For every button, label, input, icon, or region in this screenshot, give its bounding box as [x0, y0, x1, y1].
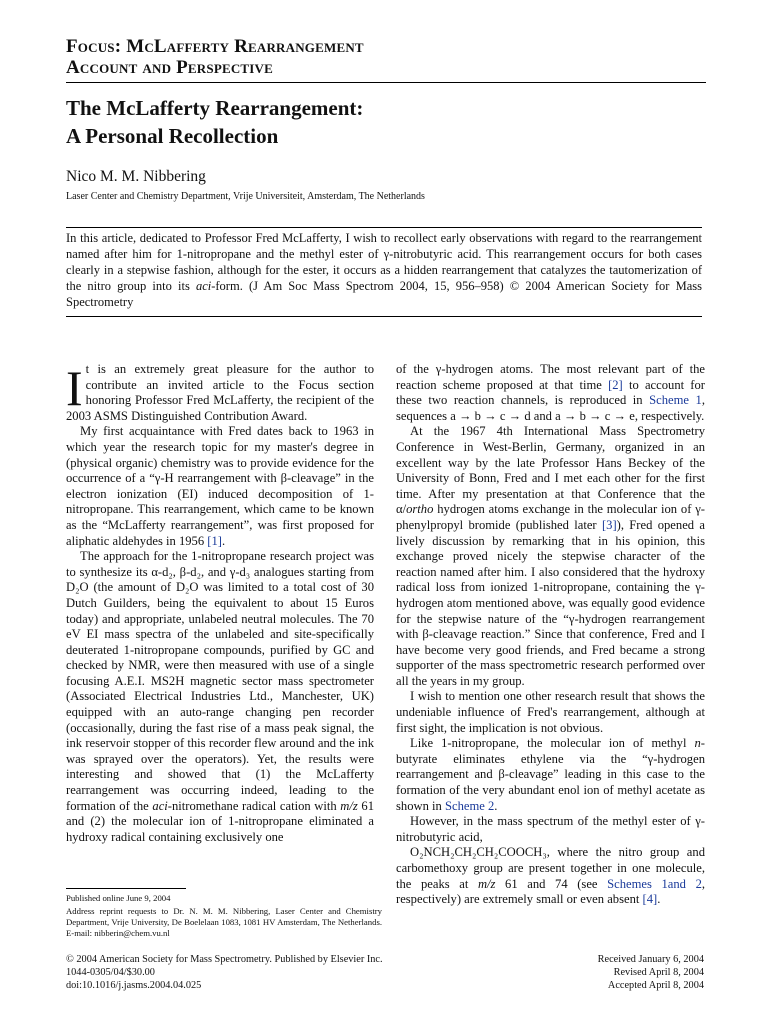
- paragraph-7-text-a: Like 1-nitropropane, the molecular ion of methyl: [410, 736, 695, 751]
- footer-accepted: Accepted April 8, 2004: [607, 980, 704, 991]
- footer-right: [598, 953, 704, 992]
- paragraph-5: [396, 424, 705, 689]
- footer-issn: 1044-0305/04/$30.00: [66, 967, 155, 978]
- author-affiliation: Laser Center and Chemistry Department, Vrije Universiteit, Amsterdam, The Netherlands: [66, 191, 425, 202]
- body-column-left: [66, 362, 374, 845]
- abstract-text-b: -form. (J Am Soc Mass Spectrom 2004, 15, 956–958) © 2004 American Society for Mass Spectrometry: [66, 279, 702, 309]
- paragraph-9-text-a: O₂NCH₂CH₂CH₂COOCH₃, where the nitro group and carbomethoxy group are present together in one molecule, the peaks at: [396, 845, 705, 891]
- scheme-1-link[interactable]: Scheme 1: [649, 393, 702, 408]
- footnote-published: Published online June 9, 2004: [66, 893, 171, 903]
- abstract-aci: aci: [195, 279, 212, 293]
- title-line2: A Personal Recollection: [66, 124, 279, 148]
- article-title: [66, 94, 363, 150]
- paragraph-5-text-b: hydrogen atoms exchange in the molecular ion of γ-phenylpropyl bromide (published later: [396, 502, 705, 532]
- footnote: [66, 893, 382, 941]
- paragraph-1-text: t is an extremely great pleasure for the author to contribute an invited article to the Focus section honoring Professor Fred McLafferty, the recipient of the 2003 ASMS Distinguished Contribution Award.: [66, 362, 374, 423]
- paragraph-4-text-c: , sequences a → b → c → d and a → b → c → e, respectively.: [396, 393, 705, 423]
- scheme-2-link[interactable]: Scheme 2: [444, 798, 495, 813]
- section-header-line1: Focus: McLafferty Rearrangement: [66, 36, 364, 57]
- reference-link-3[interactable]: [3]: [601, 517, 617, 532]
- footer-revised: Revised April 8, 2004: [613, 967, 704, 978]
- paragraph-5-ortho: ortho: [406, 502, 434, 517]
- paragraph-7: [396, 736, 705, 814]
- footnote-divider: [66, 888, 186, 889]
- section-header: [66, 36, 364, 78]
- reference-link-4[interactable]: [4]: [642, 892, 658, 907]
- paragraph-2: [66, 424, 374, 549]
- abstract-bottom-divider: [66, 316, 702, 317]
- paragraph-1: [66, 362, 374, 424]
- paragraph-3-text-b: -nitromethane radical cation with: [167, 798, 341, 813]
- paragraph-3: [66, 549, 374, 845]
- paragraph-4-text-a: of the γ-hydrogen atoms. The most relevant part of the reaction scheme proposed at that time: [396, 362, 705, 392]
- paragraph-4-text-b: to account for these two reaction channels, is reproduced in: [396, 377, 705, 408]
- footnote-address: Address reprint requests to Dr. N. M. M. Nibbering, Laser Center and Chemistry Department, Vrije University, De Boelelaan 1083, 1081 HV Amsterdam, The Netherlands. E-mail: nibberin@chem.vu.nl: [66, 906, 382, 938]
- paragraph-2-end: .: [221, 533, 226, 548]
- body-column-right: [396, 362, 705, 908]
- footer-received: Received January 6, 2004: [597, 954, 704, 965]
- paragraph-8: However, in the mass spectrum of the methyl ester of γ-nitrobutyric acid,: [396, 814, 705, 844]
- paragraph-7-end: .: [494, 798, 498, 813]
- paragraph-3-mz: m/z: [340, 798, 358, 813]
- schemes-link[interactable]: Schemes 1: [607, 876, 668, 891]
- paragraph-5-text-c: ), Fred opened a lively discussion by remarking that in his opinion, this exchange proved nicely the stepwise character of the reaction named after him. I also considered that the hydroxy radical loss from ionized 1-nitropropane, containing the γ-hydrogen atom mentioned above, was equally good evidence for the stepwise nature of the “γ-hydrogen rearrangement with β-cleavage reaction.” Since that conference, Fred and I have become very good friends, and Fred became a strong supporter of the mass spectrometric research performed over all the years in my group.: [396, 517, 705, 688]
- scheme-2b-link[interactable]: 2: [695, 876, 702, 891]
- drop-cap: I: [66, 360, 83, 416]
- author-name: Nico M. M. Nibbering: [66, 168, 206, 185]
- reference-link-1[interactable]: [1]: [207, 533, 222, 548]
- paragraph-4: [396, 362, 705, 424]
- abstract: [66, 227, 702, 310]
- paragraph-6: I wish to mention one other research result that shows the undeniable influence of Fred's rearrangement, although at first sight, the implication is not obvious.: [396, 689, 705, 735]
- paragraph-9-text-c: , respectively) are extremely small or even absent: [396, 876, 706, 907]
- paragraph-3-text-c: 61 and (2) the molecular ion of 1-nitropropane eliminated a hydroxy radical containing exclusively one: [66, 798, 375, 844]
- paragraph-7-n: n: [694, 736, 701, 751]
- paragraph-9: [396, 845, 705, 907]
- paragraph-3-text-a: The approach for the 1-nitropropane research project was to synthesize its α-d₂, β-d₂, and γ-d₃ analogues starting from D₂O (the amount of D₂O was limited to a total cost of 30 Dutch Guilders, being the equivalent to about 15 Euros today) and appropriate, unlabeled neutral molecules. The 70 eV EI mass spectra of the unlabeled and site-specifically deuterated 1-nitropropane compounds, purified by GC and checked by NMR, were then measured with use of a single focusing A.E.I. MS2H magnetic sector mass spectrometer (Associated Electrical Industries Ltd., Manchester, UK) equipped with an auto-range changing pen recorder (occasionally, during the fast rise of a mass peak signal, the ink reservoir stopper of this recorder flew around and the ink was sprayed over the operators). Yet, the results were interesting and showed that (1) the McLafferty rearrangement was occurring indeed, leading to the formation of the: [66, 549, 374, 813]
- footer-doi: doi:10.1016/j.jasms.2004.04.025: [66, 980, 202, 991]
- paragraph-2-text: My first acquaintance with Fred dates back to 1963 in which year the research topic for my master's degree in (physical organic) chemistry was to provide evidence for the occurrence of a “γ-H rearrangement with β-cleavage” in the electron ionization (EI) induced decomposition of 1-nitropropane. This rearrangement, which came to be known as the “McLafferty rearrangement”, was first proposed for aliphatic aldehydes in 1956: [66, 424, 374, 548]
- paragraph-7-text-b: -butyrate eliminates ethylene via the “γ-hydrogen rearrangement and β-cleavage” leading in this case to the formation of the very abundant enol ion of methyl acetate as shown in: [396, 736, 705, 813]
- paragraph-9-end: .: [657, 892, 661, 907]
- paragraph-9-text-b: 61 and 74 (see: [495, 876, 608, 891]
- abstract-text-a: In this article, dedicated to Professor Fred McLafferty, I wish to recollect early observations with regard to the rearrangement named after him for 1-nitropropane and the methyl ester of γ-nitrobutyric acid. This rearrangement occurs for both cases clearly in a stepwise fashion, although for the ester, it occurs as a hidden rearrangement that catalyzes the tautomerization of the nitro group into its: [66, 231, 702, 293]
- section-header-line2: Account and Perspective: [66, 57, 274, 78]
- paragraph-3-aci: aci: [152, 798, 168, 813]
- paragraph-5-text-a: At the 1967 4th International Mass Spectrometry Conference in West-Berlin, Germany, organized in an excellent way by the late Professor Hans Beckey of the University of Bonn, Fred and I met each other for the first time. After my presentation at that Conference that the α/: [396, 424, 705, 517]
- paragraph-9-mz: m/z: [477, 876, 496, 891]
- footer-left: [66, 953, 383, 992]
- footer-copyright: © 2004 American Society for Mass Spectrometry. Published by Elsevier Inc.: [66, 954, 383, 965]
- header-divider: [66, 82, 706, 83]
- reference-link-2[interactable]: [2]: [608, 377, 623, 392]
- schemes-and-link[interactable]: and: [667, 876, 686, 891]
- title-line1: The McLafferty Rearrangement:: [66, 96, 364, 120]
